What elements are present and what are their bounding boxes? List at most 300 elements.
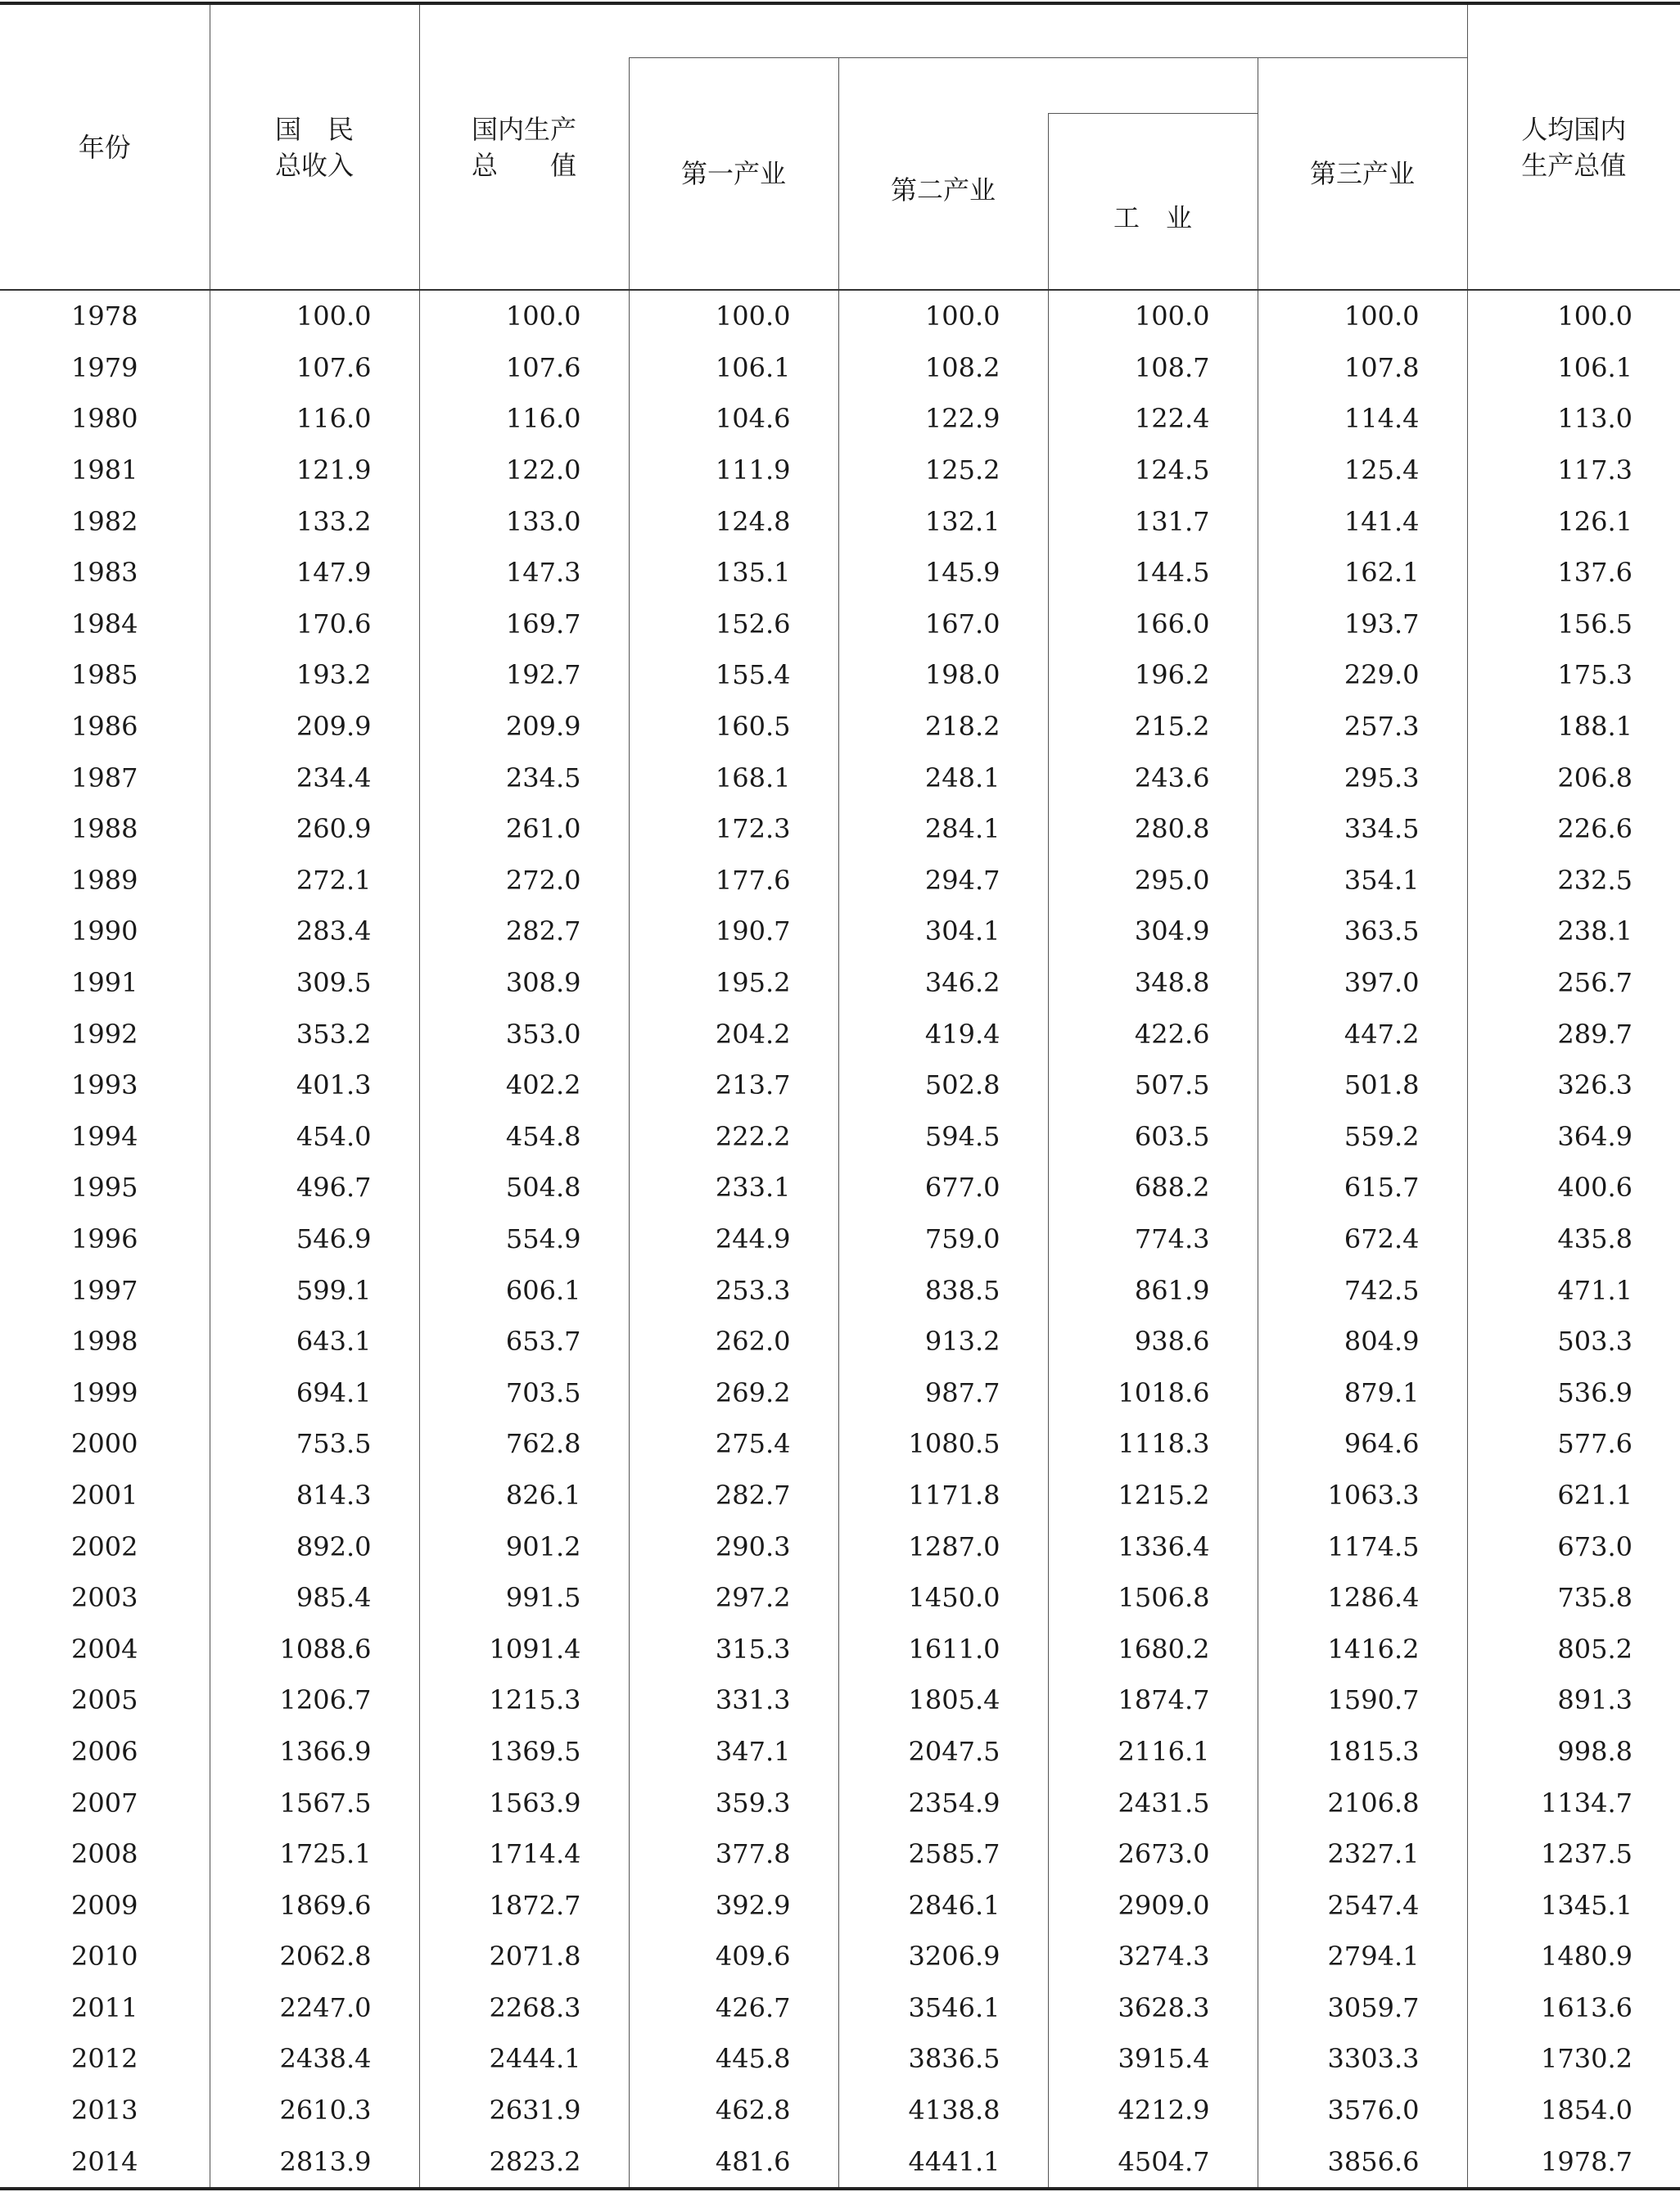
table-row: [0, 1111, 1680, 1163]
value-cell: 774.3: [1048, 1214, 1258, 1265]
value-cell: 166.0: [1048, 599, 1258, 650]
value-cell: 409.6: [629, 1931, 838, 1982]
value-cell: 133.2: [210, 495, 419, 547]
value-cell: 4212.9: [1048, 2085, 1258, 2136]
value-cell: 1080.5: [838, 1418, 1048, 1470]
value-cell: 152.6: [629, 599, 838, 650]
value-cell: 964.6: [1258, 1418, 1467, 1470]
value-cell: 122.0: [419, 445, 629, 496]
value-cell: 229.0: [1258, 649, 1467, 701]
value-cell: 2909.0: [1048, 1879, 1258, 1931]
value-cell: 3303.3: [1258, 2033, 1467, 2085]
table-row: [0, 1264, 1680, 1316]
value-cell: 106.1: [629, 342, 838, 394]
value-cell: 196.2: [1048, 649, 1258, 701]
value-cell: 621.1: [1467, 1470, 1680, 1521]
value-cell: 397.0: [1258, 957, 1467, 1009]
value-cell: 193.2: [210, 649, 419, 701]
value-cell: 243.6: [1048, 752, 1258, 803]
value-cell: 735.8: [1467, 1572, 1680, 1624]
value-cell: 672.4: [1258, 1214, 1467, 1265]
value-cell: 346.2: [838, 957, 1048, 1009]
value-cell: 2327.1: [1258, 1828, 1467, 1880]
value-cell: 694.1: [210, 1367, 419, 1418]
value-cell: 125.2: [838, 445, 1048, 496]
value-cell: 753.5: [210, 1418, 419, 1470]
header-gdp: 国内生产 总 值: [419, 3, 629, 290]
year-cell: 1986: [71, 711, 138, 743]
table-row: [0, 957, 1680, 1009]
value-cell: 309.5: [210, 957, 419, 1009]
value-cell: 284.1: [838, 803, 1048, 855]
value-cell: 364.9: [1467, 1111, 1680, 1163]
year-cell: 2009: [71, 1889, 138, 1921]
header-per-capita: 人均国内 生产总值: [1467, 3, 1680, 290]
value-cell: 275.4: [629, 1418, 838, 1470]
value-cell: 594.5: [838, 1111, 1048, 1163]
value-cell: 502.8: [838, 1060, 1048, 1111]
value-cell: 114.4: [1258, 393, 1467, 445]
value-cell: 167.0: [838, 599, 1048, 650]
year-cell: 2007: [71, 1787, 138, 1819]
value-cell: 2673.0: [1048, 1828, 1258, 1880]
value-cell: 606.1: [419, 1264, 629, 1316]
value-cell: 297.2: [629, 1572, 838, 1624]
value-cell: 1215.3: [419, 1675, 629, 1726]
value-cell: 215.2: [1048, 701, 1258, 753]
value-cell: 1611.0: [838, 1623, 1048, 1675]
value-cell: 991.5: [419, 1572, 629, 1624]
header-industry: 工 业: [1048, 113, 1258, 290]
value-cell: 155.4: [629, 649, 838, 701]
value-cell: 100.0: [1467, 290, 1680, 342]
value-cell: 1171.8: [838, 1470, 1048, 1521]
table-row: [0, 290, 1680, 342]
year-cell: 2000: [71, 1428, 138, 1460]
value-cell: 938.6: [1048, 1316, 1258, 1367]
table-row: [0, 1367, 1680, 1418]
table-body: [0, 290, 1680, 2189]
value-cell: 222.2: [629, 1111, 838, 1163]
value-cell: 170.6: [210, 599, 419, 650]
value-cell: 419.4: [838, 1008, 1048, 1060]
value-cell: 193.7: [1258, 599, 1467, 650]
table-row: [0, 1777, 1680, 1828]
value-cell: 131.7: [1048, 495, 1258, 547]
value-cell: 901.2: [419, 1521, 629, 1572]
value-cell: 1506.8: [1048, 1572, 1258, 1624]
value-cell: 2106.8: [1258, 1777, 1467, 1828]
value-cell: 1206.7: [210, 1675, 419, 1726]
year-cell: 1979: [71, 351, 138, 383]
year-cell: 1985: [71, 659, 138, 691]
value-cell: 175.3: [1467, 649, 1680, 701]
value-cell: 2116.1: [1048, 1726, 1258, 1778]
table-row: [0, 547, 1680, 599]
value-cell: 2062.8: [210, 1931, 419, 1982]
value-cell: 106.1: [1467, 342, 1680, 394]
value-cell: 2547.4: [1258, 1879, 1467, 1931]
value-cell: 1613.6: [1467, 1982, 1680, 2034]
value-cell: 603.5: [1048, 1111, 1258, 1163]
value-cell: 504.8: [419, 1162, 629, 1214]
value-cell: 198.0: [838, 649, 1048, 701]
value-cell: 2813.9: [210, 2136, 419, 2189]
value-cell: 1725.1: [210, 1828, 419, 1880]
value-cell: 238.1: [1467, 906, 1680, 957]
value-cell: 762.8: [419, 1418, 629, 1470]
value-cell: 233.1: [629, 1162, 838, 1214]
value-cell: 826.1: [419, 1470, 629, 1521]
value-cell: 1714.4: [419, 1828, 629, 1880]
table-row: [0, 495, 1680, 547]
value-cell: 1567.5: [210, 1777, 419, 1828]
value-cell: 213.7: [629, 1060, 838, 1111]
value-cell: 435.8: [1467, 1214, 1680, 1265]
value-cell: 1134.7: [1467, 1777, 1680, 1828]
value-cell: 1874.7: [1048, 1675, 1258, 1726]
value-cell: 496.7: [210, 1162, 419, 1214]
value-cell: 913.2: [838, 1316, 1048, 1367]
value-cell: 348.8: [1048, 957, 1258, 1009]
value-cell: 107.6: [419, 342, 629, 394]
year-cell: 2010: [71, 1941, 138, 1973]
value-cell: 282.7: [419, 906, 629, 957]
year-cell: 2012: [71, 2043, 138, 2075]
value-cell: 643.1: [210, 1316, 419, 1367]
value-cell: 377.8: [629, 1828, 838, 1880]
value-cell: 331.3: [629, 1675, 838, 1726]
value-cell: 253.3: [629, 1264, 838, 1316]
value-cell: 814.3: [210, 1470, 419, 1521]
value-cell: 2631.9: [419, 2085, 629, 2136]
year-cell: 1988: [71, 813, 138, 845]
value-cell: 426.7: [629, 1982, 838, 2034]
value-cell: 104.6: [629, 393, 838, 445]
value-cell: 892.0: [210, 1521, 419, 1572]
table-row: [0, 1214, 1680, 1265]
header-year: 年份: [0, 3, 210, 290]
value-cell: 3274.3: [1048, 1931, 1258, 1982]
table-row: [0, 1572, 1680, 1624]
value-cell: 156.5: [1467, 599, 1680, 650]
value-cell: 2610.3: [210, 2085, 419, 2136]
value-cell: 688.2: [1048, 1162, 1258, 1214]
value-cell: 559.2: [1258, 1111, 1467, 1163]
table-row: [0, 906, 1680, 957]
table-row: [0, 803, 1680, 855]
value-cell: 3546.1: [838, 1982, 1048, 2034]
value-cell: 1237.5: [1467, 1828, 1680, 1880]
value-cell: 507.5: [1048, 1060, 1258, 1111]
value-cell: 2431.5: [1048, 1777, 1258, 1828]
value-cell: 135.1: [629, 547, 838, 599]
value-cell: 354.1: [1258, 855, 1467, 906]
value-cell: 1063.3: [1258, 1470, 1467, 1521]
value-cell: 677.0: [838, 1162, 1048, 1214]
value-cell: 615.7: [1258, 1162, 1467, 1214]
value-cell: 1978.7: [1467, 2136, 1680, 2189]
value-cell: 304.1: [838, 906, 1048, 957]
value-cell: 124.8: [629, 495, 838, 547]
value-cell: 132.1: [838, 495, 1048, 547]
value-cell: 4441.1: [838, 2136, 1048, 2189]
year-cell: 1981: [71, 454, 138, 486]
header-secondary: 第二产业: [838, 113, 1048, 290]
year-cell: 1983: [71, 557, 138, 589]
value-cell: 3576.0: [1258, 2085, 1467, 2136]
value-cell: 177.6: [629, 855, 838, 906]
table-row: [0, 1316, 1680, 1367]
value-cell: 100.0: [419, 290, 629, 342]
value-cell: 2444.1: [419, 2033, 629, 2085]
value-cell: 108.7: [1048, 342, 1258, 394]
value-cell: 1450.0: [838, 1572, 1048, 1624]
value-cell: 400.6: [1467, 1162, 1680, 1214]
table-row: [0, 1008, 1680, 1060]
value-cell: 742.5: [1258, 1264, 1467, 1316]
value-cell: 280.8: [1048, 803, 1258, 855]
value-cell: 272.0: [419, 855, 629, 906]
value-cell: 2438.4: [210, 2033, 419, 2085]
value-cell: 234.5: [419, 752, 629, 803]
value-cell: 218.2: [838, 701, 1048, 753]
value-cell: 998.8: [1467, 1726, 1680, 1778]
header-gni: 国 民 总收入: [210, 3, 419, 290]
value-cell: 100.0: [1048, 290, 1258, 342]
table-row: [0, 1931, 1680, 1982]
value-cell: 116.0: [419, 393, 629, 445]
table-row: [0, 1675, 1680, 1726]
value-cell: 326.3: [1467, 1060, 1680, 1111]
value-cell: 334.5: [1258, 803, 1467, 855]
year-cell: 2005: [71, 1684, 138, 1716]
year-cell: 2008: [71, 1838, 138, 1870]
value-cell: 169.7: [419, 599, 629, 650]
value-cell: 653.7: [419, 1316, 629, 1367]
value-cell: 172.3: [629, 803, 838, 855]
year-cell: 2004: [71, 1633, 138, 1665]
value-cell: 188.1: [1467, 701, 1680, 753]
value-cell: 503.3: [1467, 1316, 1680, 1367]
value-cell: 304.9: [1048, 906, 1258, 957]
value-cell: 2268.3: [419, 1982, 629, 2034]
value-cell: 359.3: [629, 1777, 838, 1828]
value-cell: 703.5: [419, 1367, 629, 1418]
value-cell: 891.3: [1467, 1675, 1680, 1726]
header-group-spacer: [629, 3, 1467, 57]
year-cell: 2003: [71, 1582, 138, 1614]
value-cell: 1730.2: [1467, 2033, 1680, 2085]
year-cell: 2011: [71, 1991, 138, 2023]
year-cell: 2006: [71, 1735, 138, 1767]
value-cell: 1815.3: [1258, 1726, 1467, 1778]
value-cell: 454.0: [210, 1111, 419, 1163]
year-cell: 1996: [71, 1223, 138, 1254]
value-cell: 1215.2: [1048, 1470, 1258, 1521]
value-cell: 100.0: [838, 290, 1048, 342]
year-cell: 1980: [71, 403, 138, 435]
value-cell: 195.2: [629, 957, 838, 1009]
year-cell: 1989: [71, 864, 138, 896]
value-cell: 209.9: [210, 701, 419, 753]
value-cell: 244.9: [629, 1214, 838, 1265]
value-cell: 141.4: [1258, 495, 1467, 547]
value-cell: 402.2: [419, 1060, 629, 1111]
table-row: [0, 1879, 1680, 1931]
value-cell: 1286.4: [1258, 1572, 1467, 1624]
value-cell: 2047.5: [838, 1726, 1048, 1778]
value-cell: 1869.6: [210, 1879, 419, 1931]
table-row: [0, 1982, 1680, 2034]
value-cell: 125.4: [1258, 445, 1467, 496]
table-row: [0, 599, 1680, 650]
value-cell: 3206.9: [838, 1931, 1048, 1982]
value-cell: 879.1: [1258, 1367, 1467, 1418]
value-cell: 107.6: [210, 342, 419, 394]
year-cell: 1978: [71, 301, 138, 332]
value-cell: 2794.1: [1258, 1931, 1467, 1982]
value-cell: 1563.9: [419, 1777, 629, 1828]
value-cell: 347.1: [629, 1726, 838, 1778]
value-cell: 147.9: [210, 547, 419, 599]
year-cell: 2014: [0, 2136, 210, 2189]
value-cell: 116.0: [210, 393, 419, 445]
year-cell: 1995: [71, 1172, 138, 1204]
value-cell: 1336.4: [1048, 1521, 1258, 1572]
value-cell: 987.7: [838, 1367, 1048, 1418]
value-cell: 1680.2: [1048, 1623, 1258, 1675]
table-row: [0, 1623, 1680, 1675]
value-cell: 454.8: [419, 1111, 629, 1163]
value-cell: 126.1: [1467, 495, 1680, 547]
table-row: [0, 445, 1680, 496]
value-cell: 308.9: [419, 957, 629, 1009]
value-cell: 122.9: [838, 393, 1048, 445]
value-cell: 111.9: [629, 445, 838, 496]
table-row: [0, 1521, 1680, 1572]
value-cell: 1018.6: [1048, 1367, 1258, 1418]
value-cell: 3856.6: [1258, 2136, 1467, 2189]
year-cell: 1987: [71, 762, 138, 793]
header-tertiary: 第三产业: [1258, 57, 1467, 290]
value-cell: 160.5: [629, 701, 838, 753]
value-cell: 1118.3: [1048, 1418, 1258, 1470]
value-cell: 2823.2: [419, 2136, 629, 2189]
value-cell: 147.3: [419, 547, 629, 599]
year-cell: 1990: [71, 915, 138, 947]
value-cell: 204.2: [629, 1008, 838, 1060]
value-cell: 3059.7: [1258, 1982, 1467, 2034]
table-row: [0, 1726, 1680, 1778]
value-cell: 1345.1: [1467, 1879, 1680, 1931]
value-cell: 192.7: [419, 649, 629, 701]
value-cell: 759.0: [838, 1214, 1048, 1265]
year-cell: 1991: [71, 967, 138, 999]
value-cell: 445.8: [629, 2033, 838, 2085]
table-row: [0, 701, 1680, 753]
value-cell: 838.5: [838, 1264, 1048, 1316]
value-cell: 168.1: [629, 752, 838, 803]
value-cell: 121.9: [210, 445, 419, 496]
value-cell: 3628.3: [1048, 1982, 1258, 2034]
value-cell: 1805.4: [838, 1675, 1048, 1726]
value-cell: 401.3: [210, 1060, 419, 1111]
value-cell: 113.0: [1467, 393, 1680, 445]
gdp-index-table: [0, 2, 1680, 2190]
value-cell: 392.9: [629, 1879, 838, 1931]
value-cell: 536.9: [1467, 1367, 1680, 1418]
value-cell: 599.1: [210, 1264, 419, 1316]
value-cell: 1416.2: [1258, 1623, 1467, 1675]
value-cell: 353.2: [210, 1008, 419, 1060]
value-cell: 260.9: [210, 803, 419, 855]
value-cell: 257.3: [1258, 701, 1467, 753]
value-cell: 206.8: [1467, 752, 1680, 803]
value-cell: 422.6: [1048, 1008, 1258, 1060]
value-cell: 1287.0: [838, 1521, 1048, 1572]
value-cell: 4138.8: [838, 2085, 1048, 2136]
value-cell: 2846.1: [838, 1879, 1048, 1931]
value-cell: 283.4: [210, 906, 419, 957]
value-cell: 1174.5: [1258, 1521, 1467, 1572]
year-cell: 2002: [71, 1530, 138, 1562]
value-cell: 100.0: [629, 290, 838, 342]
value-cell: 289.7: [1467, 1008, 1680, 1060]
value-cell: 261.0: [419, 803, 629, 855]
table-row: [0, 1470, 1680, 1521]
value-cell: 144.5: [1048, 547, 1258, 599]
value-cell: 4504.7: [1048, 2136, 1258, 2189]
value-cell: 3836.5: [838, 2033, 1048, 2085]
value-cell: 2354.9: [838, 1777, 1048, 1828]
year-cell: 1982: [71, 505, 138, 537]
value-cell: 133.0: [419, 495, 629, 547]
value-cell: 462.8: [629, 2085, 838, 2136]
year-cell: 1994: [71, 1120, 138, 1152]
value-cell: 137.6: [1467, 547, 1680, 599]
value-cell: 1088.6: [210, 1623, 419, 1675]
value-cell: 209.9: [419, 701, 629, 753]
value-cell: 861.9: [1048, 1264, 1258, 1316]
value-cell: 294.7: [838, 855, 1048, 906]
value-cell: 295.0: [1048, 855, 1258, 906]
value-cell: 272.1: [210, 855, 419, 906]
value-cell: 117.3: [1467, 445, 1680, 496]
value-cell: 1854.0: [1467, 2085, 1680, 2136]
value-cell: 124.5: [1048, 445, 1258, 496]
header-primary: 第一产业: [629, 57, 838, 290]
value-cell: 1590.7: [1258, 1675, 1467, 1726]
value-cell: 162.1: [1258, 547, 1467, 599]
value-cell: 804.9: [1258, 1316, 1467, 1367]
value-cell: 447.2: [1258, 1008, 1467, 1060]
value-cell: 262.0: [629, 1316, 838, 1367]
value-cell: 145.9: [838, 547, 1048, 599]
table-row: [0, 1060, 1680, 1111]
value-cell: 295.3: [1258, 752, 1467, 803]
value-cell: 226.6: [1467, 803, 1680, 855]
value-cell: 363.5: [1258, 906, 1467, 957]
value-cell: 107.8: [1258, 342, 1467, 394]
value-cell: 673.0: [1467, 1521, 1680, 1572]
table-row: [0, 855, 1680, 906]
value-cell: 2585.7: [838, 1828, 1048, 1880]
year-cell: 1998: [71, 1326, 138, 1358]
table-row: [0, 342, 1680, 394]
header-secondary-top: [838, 57, 1258, 113]
value-cell: 234.4: [210, 752, 419, 803]
